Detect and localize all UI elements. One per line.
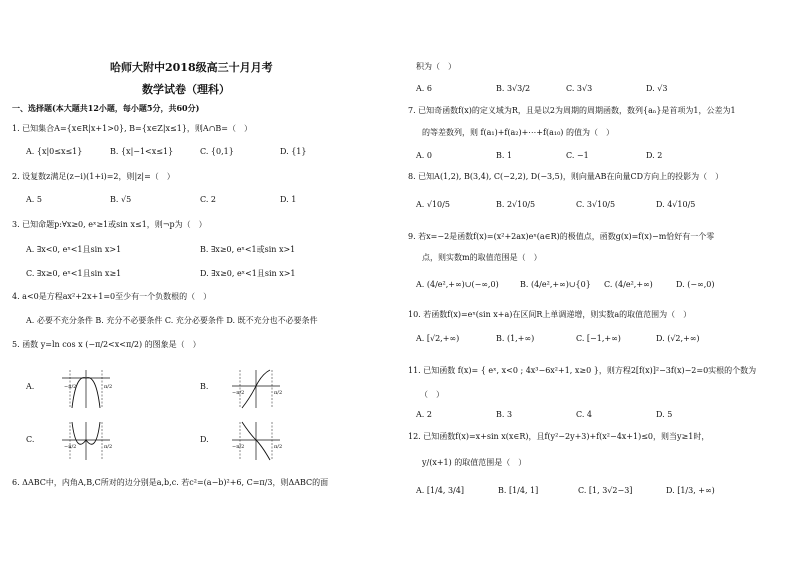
section-heading: 一、选择题(本大题共12小题，每小题5分，共60分) [12, 103, 200, 113]
q6-option-d[interactable]: D. √3 [646, 84, 668, 93]
q6-option-b[interactable]: B. 3√3/2 [496, 84, 531, 93]
exam-subtitle: 数学试卷（理科） [142, 83, 230, 96]
q10-option-b[interactable]: B. (1,+∞) [496, 334, 535, 343]
q3-option-a[interactable]: A. ∃x<0, eˣ<1且sin x>1 [26, 245, 122, 254]
q10-option-a[interactable]: A. [√2,+∞) [416, 334, 460, 343]
q6-option-c[interactable]: C. 3√3 [566, 84, 593, 93]
q5-graph-c [60, 420, 112, 462]
svg-text:−π/2: −π/2 [64, 384, 77, 390]
q2-stem: 2. 设复数z满足(z−i)(1+i)=2，则|z|=（ ） [12, 172, 175, 181]
q7-option-d[interactable]: D. 2 [646, 151, 663, 160]
q11-paren: （ ） [420, 390, 444, 399]
q8-stem: 8. 已知A(1,2), B(3,4), C(−2,2), D(−3,5)，则向量AB在向量CD方向上的投影为（ ） [408, 172, 724, 181]
q11-option-c[interactable]: C. 4 [576, 410, 593, 419]
q8-option-c[interactable]: C. 3√10/5 [576, 200, 616, 209]
q10-option-c[interactable]: C. [−1,+∞) [576, 334, 621, 343]
q9-option-d[interactable]: D. (−∞,0) [676, 280, 715, 289]
q1-option-a[interactable]: A. {x|0≤x≤1} [26, 147, 83, 156]
q2-option-c[interactable]: C. 2 [200, 195, 217, 204]
q12-option-b[interactable]: B. [1/4, 1] [498, 486, 539, 495]
q3-option-b[interactable]: B. ∃x≥0, eˣ<1或sin x>1 [200, 245, 296, 254]
q9-stem-2: 点，则实数m的取值范围是（ ） [422, 253, 542, 262]
svg-text:π/2: π/2 [104, 384, 112, 390]
q7-stem-2: 的等差数列，则 f(a₁)+f(a₂)+⋯+f(a₁₀) 的值为（ ） [422, 128, 614, 137]
q7-stem: 7. 已知奇函数f(x)的定义域为R，且是以2为周期的周期函数，数列{aₙ}是首项为1，公差为1 [408, 106, 736, 115]
q1-option-c[interactable]: C. {0,1} [200, 147, 234, 156]
q7-option-c[interactable]: C. −1 [566, 151, 589, 160]
q10-stem: 10. 若函数f(x)=eˣ(sin x+a)在区间R上单调递增，则实数a的取值范围为（ ） [408, 310, 692, 319]
q8-option-d[interactable]: D. 4√10/5 [656, 200, 696, 209]
q12-option-c[interactable]: C. [1, 3√2−3] [578, 486, 633, 495]
q5-graph-d [230, 420, 282, 462]
q12-stem: 12. 已知函数f(x)=x+sin x(x∈R)，且f(y²−2y+3)+f(x²−4x+1)≤0，则当y≥1时， [408, 432, 710, 441]
svg-text:−π/2: −π/2 [232, 390, 245, 396]
q1-option-d[interactable]: D. {1} [280, 147, 307, 156]
q3-option-d[interactable]: D. ∃x≥0, eˣ<1且sin x>1 [200, 269, 296, 278]
q7-option-a[interactable]: A. 0 [416, 151, 432, 160]
svg-text:π/2: π/2 [274, 444, 282, 450]
q5-graph-b [230, 368, 282, 410]
q8-option-b[interactable]: B. 2√10/5 [496, 200, 536, 209]
q5-option-c[interactable]: C. [26, 435, 35, 444]
q6-stem: 6. ΔABC中，内角A,B,C所对的边分别是a,b,c. 若c²=(a−b)²+6, C=π/3，则ΔABC的面 [12, 478, 329, 487]
q7-option-b[interactable]: B. 1 [496, 151, 513, 160]
exam-title: 哈师大附中2018级高三十月月考 [110, 61, 273, 74]
q5-stem: 5. 函数 y=ln cos x (−π/2<x<π/2) 的图象是（ ） [12, 340, 201, 349]
q9-option-a[interactable]: A. (4/e²,+∞)∪(−∞,0) [416, 280, 499, 289]
q11-option-a[interactable]: A. 2 [416, 410, 432, 419]
q9-option-b[interactable]: B. (4/e²,+∞)∪{0} [520, 280, 591, 289]
q3-stem: 3. 已知命题p:∀x≥0, eˣ≥1或sin x≤1，则¬p为（ ） [12, 220, 207, 229]
q1-option-b[interactable]: B. {x|−1<x≤1} [110, 147, 174, 156]
q10-option-d[interactable]: D. (√2,+∞) [656, 334, 700, 343]
svg-text:π/2: π/2 [104, 444, 112, 450]
q11-option-d[interactable]: D. 5 [656, 410, 673, 419]
q12-option-d[interactable]: D. [1/3, +∞) [666, 486, 715, 495]
q3-option-c[interactable]: C. ∃x≥0, eˣ<1且sin x≥1 [26, 269, 122, 278]
svg-text:−π/2: −π/2 [64, 444, 77, 450]
q1-stem: 1. 已知集合A={x∈R|x+1>0}, B={x∈Z|x≤1}，则A∩B=（ ） [12, 124, 252, 133]
q12-option-a[interactable]: A. [1/4, 3/4] [416, 486, 464, 495]
q5-graph-a [60, 368, 112, 410]
q2-option-b[interactable]: B. √5 [110, 195, 132, 204]
svg-text:−π/2: −π/2 [232, 444, 245, 450]
q11-stem: 11. 已知函数 f(x)= { eˣ, x<0 ; 4x³−6x²+1, x≥0 }，则方程2[f(x)]²−3f(x)−2=0实根的个数为 [408, 366, 757, 375]
q5-option-b[interactable]: B. [200, 382, 209, 391]
q2-option-a[interactable]: A. 5 [26, 195, 42, 204]
q6-cont-stem: 积为（ ） [416, 62, 456, 71]
q9-option-c[interactable]: C. (4/e²,+∞) [604, 280, 653, 289]
q11-option-b[interactable]: B. 3 [496, 410, 513, 419]
q6-option-a[interactable]: A. 6 [416, 84, 432, 93]
q4-stem: 4. a<0是方程ax²+2x+1=0至少有一个负数根的（ ） [12, 292, 212, 301]
q8-option-a[interactable]: A. √10/5 [416, 200, 450, 209]
q4-options[interactable]: A. 必要不充分条件 B. 充分不必要条件 C. 充分必要条件 D. 既不充分也不必要条件 [26, 316, 318, 325]
q5-option-a[interactable]: A. [26, 382, 35, 391]
q9-stem: 9. 若x=−2是函数f(x)=(x²+2ax)eˣ(a∈R)的极值点，函数g(x)=f(x)−m恰好有一个零 [408, 232, 715, 241]
q5-option-d[interactable]: D. [200, 435, 209, 444]
q12-stem-2: y/(x+1) 的取值范围是（ ） [422, 458, 527, 467]
q2-option-d[interactable]: D. 1 [280, 195, 297, 204]
svg-text:π/2: π/2 [274, 390, 282, 396]
